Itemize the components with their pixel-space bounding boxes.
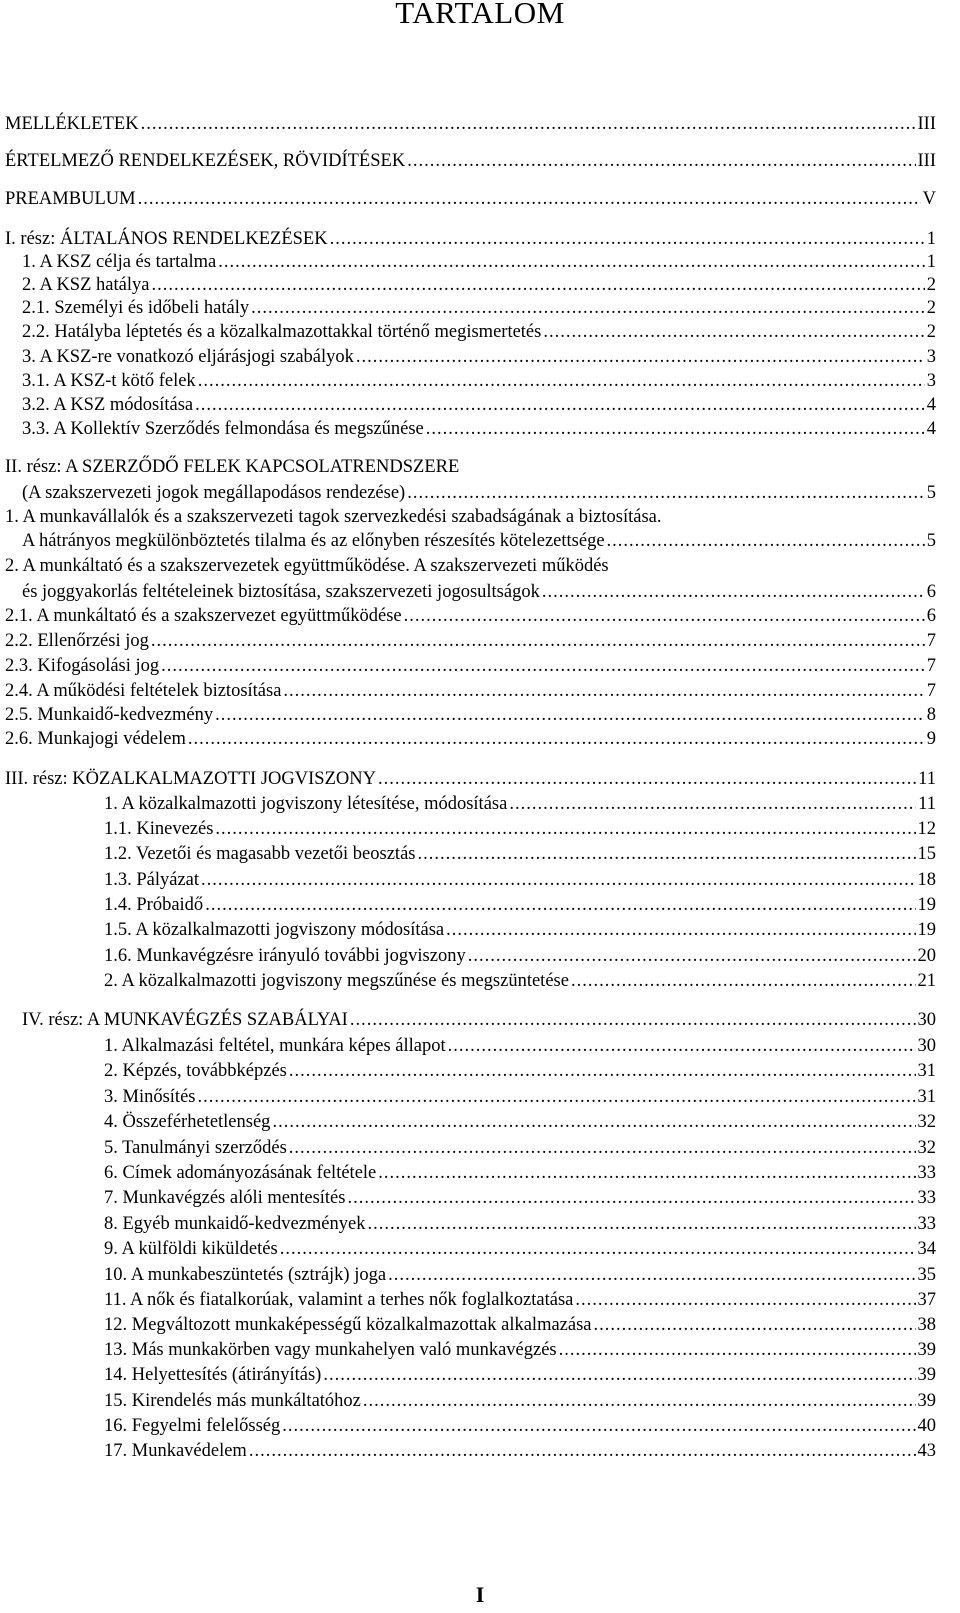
- toc-entry: 1.5. A közalkalmazotti jogviszony módosítása ..... 19: [104, 918, 936, 942]
- toc-entry: 6. Címek adományozásának feltétele ..... 33: [104, 1161, 936, 1185]
- toc-entry: 2.5. Munkaidő-kedvezmény ..... 8: [5, 703, 936, 727]
- toc-entry: A hátrányos megkülönböztetés tilalma és az előnyben részesítés kötelezettsége ..... 5: [22, 529, 936, 553]
- toc-entry: 2. Képzés, továbbképzés ..... 31: [104, 1059, 936, 1083]
- toc-entry: és joggyakorlás feltételeinek biztosítása, szakszervezeti jogosultságok ..... 6: [22, 580, 936, 604]
- toc-entry: 1.6. Munkavégzésre irányuló további jogviszony ..... 20: [104, 944, 936, 968]
- toc-entry: 14. Helyettesítés (átirányítás) ..... 39: [104, 1363, 936, 1387]
- toc-entry: 13. Más munkakörben vagy munkahelyen való munkavégzés ..... 39: [104, 1338, 936, 1362]
- toc-entry: 3.1. A KSZ-t kötő felek ..... 3: [22, 369, 936, 393]
- toc-entry: 3. Minősítés ..... 31: [104, 1085, 936, 1109]
- toc-entry: 15. Kirendelés más munkáltatóhoz ..... 39: [104, 1389, 936, 1413]
- toc-entry: 2.1. Személyi és időbeli hatály ..... 2: [22, 296, 936, 320]
- toc-entry: 5. Tanulmányi szerződés ..... 32: [104, 1136, 936, 1160]
- toc-entry: 1. A közalkalmazotti jogviszony létesítése, módosítása ..... 11: [104, 792, 936, 816]
- toc-entry: 2.2. Ellenőrzési jog ..... 7: [5, 629, 936, 653]
- toc-entry: 1. Alkalmazási feltétel, munkára képes állapot ..... 30: [104, 1034, 936, 1058]
- toc-entry: 2. A közalkalmazotti jogviszony megszűnése és megszüntetése ..... 21: [104, 969, 936, 993]
- page-number: I: [475, 1582, 485, 1607]
- toc-heading: II. rész: A SZERZŐDŐ FELEK KAPCSOLATRENDSZERE: [5, 457, 460, 477]
- toc-entry: 2. A KSZ hatálya ..... 2: [22, 273, 936, 297]
- toc-entry: 12. Megváltozott munkaképességű közalkalmazottak alkalmazása ..... 38: [104, 1313, 936, 1337]
- toc-entry: MELLÉKLETEK ..... III: [5, 112, 936, 136]
- toc-entry: 1.4. Próbaidő ..... 19: [104, 893, 936, 917]
- toc-entry: 2.3. Kifogásolási jog ..... 7: [5, 654, 936, 678]
- toc-entry: (A szakszervezeti jogok megállapodásos rendezése) ..... 5: [22, 481, 936, 505]
- toc-entry: 2.4. A működési feltételek biztosítása ..... 7: [5, 679, 936, 703]
- toc-entry: 3.3. A Kollektív Szerződés felmondása és megszűnése ..... 4: [22, 417, 936, 441]
- toc-entry: ÉRTELMEZŐ RENDELKEZÉSEK, RÖVIDÍTÉSEK ..... III: [5, 149, 936, 173]
- toc-entry: 11. A nők és fiatalkorúak, valamint a terhes nők foglalkoztatása ..... 37: [104, 1288, 936, 1312]
- toc-entry: 1. A KSZ célja és tartalma ..... 1: [22, 250, 936, 274]
- toc-entry: IV. rész: A MUNKAVÉGZÉS SZABÁLYAI ..... 30: [22, 1008, 936, 1032]
- toc-entry: 3.2. A KSZ módosítása ..... 4: [22, 393, 936, 417]
- toc-entry: 1.3. Pályázat ..... 18: [104, 868, 936, 892]
- toc-entry: 1.1. Kinevezés ..... 12: [104, 817, 936, 841]
- toc-entry: 2.2. Hatályba léptetés és a közalkalmazottakkal történő megismertetés ..... 2: [22, 320, 936, 344]
- toc-entry: 3. A KSZ-re vonatkozó eljárásjogi szabályok ..... 3: [22, 345, 936, 369]
- page-title: TARTALOM: [395, 0, 565, 26]
- toc-entry: 7. Munkavégzés alóli mentesítés ..... 33: [104, 1186, 936, 1210]
- toc-entry: 9. A külföldi kiküldetés ..... 34: [104, 1237, 936, 1261]
- toc-entry: 4. Összeférhetetlenség ..... 32: [104, 1110, 936, 1134]
- toc-entry: 1.2. Vezetői és magasabb vezetői beosztás ..... 15: [104, 842, 936, 866]
- toc-heading: 2. A munkáltató és a szakszervezetek együttműködése. A szakszervezeti működés: [5, 556, 609, 576]
- toc-entry: 2.1. A munkáltató és a szakszervezet együttműködése ..... 6: [5, 604, 936, 628]
- toc-entry: III. rész: KÖZALKALMAZOTTI JOGVISZONY ..... 11: [5, 767, 936, 791]
- toc-entry: 17. Munkavédelem ..... 43: [104, 1439, 936, 1463]
- toc-entry: 16. Fegyelmi felelősség ..... 40: [104, 1414, 936, 1438]
- toc-entry: 10. A munkabeszüntetés (sztrájk) joga ..... 35: [104, 1263, 936, 1287]
- toc-heading: 1. A munkavállalók és a szakszervezeti tagok szervezkedési szabadságának a biztosítása.: [5, 507, 662, 527]
- toc-entry: I. rész: ÁLTALÁNOS RENDELKEZÉSEK ..... 1: [5, 227, 936, 251]
- toc-entry: 8. Egyéb munkaidő-kedvezmények ..... 33: [104, 1212, 936, 1236]
- toc-entry: PREAMBULUM ..... V: [5, 187, 936, 211]
- toc-entry: 2.6. Munkajogi védelem ..... 9: [5, 727, 936, 751]
